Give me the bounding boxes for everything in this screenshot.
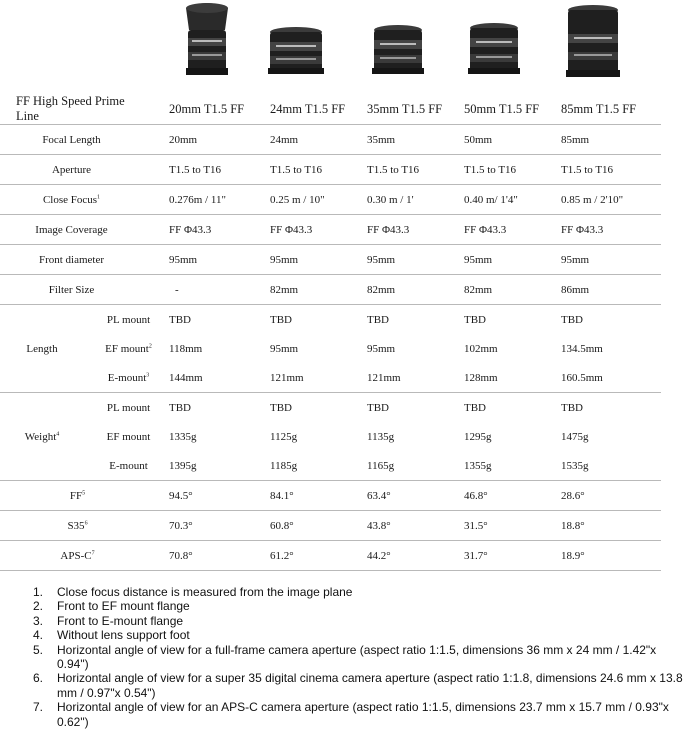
sub-label: EF mount bbox=[105, 342, 149, 355]
footnote-text: Without lens support foot bbox=[57, 628, 190, 643]
footnote-ref: 2 bbox=[148, 342, 152, 349]
sub-label-cell bbox=[84, 363, 163, 393]
table-row-front-diameter bbox=[0, 245, 661, 275]
footnote-item bbox=[0, 643, 690, 672]
table-cell: 102mm bbox=[464, 342, 498, 355]
footnote-item bbox=[0, 585, 690, 599]
lens-50mm-icon bbox=[468, 0, 520, 80]
table-cell: FF Φ43.3 bbox=[264, 215, 361, 245]
table-cell: FF Φ43.3 bbox=[458, 215, 555, 245]
table-row-filter-size bbox=[0, 275, 661, 305]
footnote-item bbox=[0, 700, 690, 729]
col-header: 50mm T1.5 FF bbox=[458, 94, 555, 125]
footnote-number: 1. bbox=[33, 585, 44, 599]
table-cell: 95mm bbox=[555, 245, 661, 275]
footnote-text: Horizontal angle of view for a full-frame camera aperture (aspect ratio 1:1.5, dimensions 36 mm x 24 mm / 1.42"x 0.94") bbox=[57, 642, 657, 672]
table-cell: 20mm bbox=[163, 125, 264, 155]
footnote-ref: 3 bbox=[146, 371, 150, 378]
table-row-length-ef bbox=[0, 334, 661, 363]
table-cell: T1.5 to T16 bbox=[555, 155, 661, 185]
table-cell: 85mm bbox=[555, 125, 661, 155]
table-cell: FF Φ43.3 bbox=[361, 215, 458, 245]
table-cell: 35mm bbox=[361, 125, 458, 155]
table-row-weight-ef bbox=[0, 422, 661, 451]
sub-label: E-mount bbox=[107, 371, 147, 384]
table-row-angle-s35 bbox=[0, 511, 661, 541]
table-row-length-pl bbox=[0, 305, 661, 335]
group-label-weight-cell bbox=[0, 393, 84, 481]
table-cell: 61.2° bbox=[264, 541, 361, 571]
lens-20mm-icon bbox=[182, 0, 232, 80]
table-cell: 144mm bbox=[163, 363, 264, 393]
table-cell: 1355g bbox=[458, 451, 555, 481]
footnote-number: 4. bbox=[33, 628, 44, 643]
table-cell: 95mm bbox=[264, 245, 361, 275]
row-label: Image Coverage bbox=[0, 215, 163, 245]
table-cell: 50mm bbox=[458, 125, 555, 155]
row-label-cell bbox=[0, 511, 163, 541]
table-cell: 70.8° bbox=[163, 541, 264, 571]
table-row-weight-pl bbox=[0, 393, 661, 423]
table-cell: 18.8° bbox=[555, 511, 661, 541]
table-row-close-focus bbox=[0, 185, 661, 215]
table-cell: 0.25 m / 10" bbox=[264, 185, 361, 215]
table-cell: 60.8° bbox=[264, 511, 361, 541]
table-row-aperture bbox=[0, 155, 661, 185]
table-cell: 1295g bbox=[464, 430, 492, 443]
row-label: S35 bbox=[67, 519, 85, 532]
col-header: 35mm T1.5 FF bbox=[361, 94, 458, 125]
footnote-item bbox=[0, 614, 690, 628]
table-cell: 86mm bbox=[555, 275, 661, 305]
table-cell: FF Φ43.3 bbox=[163, 215, 264, 245]
sub-label: PL mount bbox=[106, 401, 151, 414]
sub-label: EF mount bbox=[106, 430, 151, 443]
footnote-text: Front to EF mount flange bbox=[57, 599, 190, 614]
table-cell: 95mm bbox=[270, 342, 299, 355]
table-row-image-coverage bbox=[0, 215, 661, 245]
footnote-item bbox=[0, 628, 690, 642]
table-cell: 95mm bbox=[163, 245, 264, 275]
table-cell: 0.276m / 11" bbox=[163, 185, 264, 215]
table-cell: 160.5mm bbox=[555, 363, 661, 393]
footnote-ref: 4 bbox=[56, 430, 60, 437]
lens-image-row bbox=[0, 0, 697, 90]
table-cell: TBD bbox=[464, 313, 486, 326]
table-title: FF High Speed Prime Line bbox=[0, 94, 163, 125]
footnote-number: 6. bbox=[33, 671, 44, 686]
row-label-cell bbox=[0, 481, 163, 511]
table-cell: 95mm bbox=[361, 245, 458, 275]
footnote-ref: 7 bbox=[91, 549, 95, 556]
sub-label: PL mount bbox=[106, 313, 151, 326]
table-cell: 24mm bbox=[264, 125, 361, 155]
footnote-text: Horizontal angle of view for a super 35 digital cinema camera aperture (aspect ratio 1:1.8, dimensions 24.6 mm x 13.8 mm / 0.97"x 0.54") bbox=[57, 671, 683, 700]
col-header: 85mm T1.5 FF bbox=[555, 94, 661, 125]
table-cell: 94.5° bbox=[163, 481, 264, 511]
table-cell: TBD bbox=[169, 313, 191, 326]
row-label: Filter Size bbox=[0, 275, 163, 305]
table-cell: 31.5° bbox=[458, 511, 555, 541]
table-cell: TBD bbox=[367, 401, 389, 414]
table-cell: 1185g bbox=[264, 451, 361, 481]
table-cell: TBD bbox=[561, 401, 583, 414]
footnote-ref: 5 bbox=[82, 489, 86, 496]
footnote-text: Close focus distance is measured from the image plane bbox=[57, 585, 353, 599]
table-cell: T1.5 to T16 bbox=[264, 155, 361, 185]
table-cell: T1.5 to T16 bbox=[458, 155, 555, 185]
table-cell: 1475g bbox=[561, 430, 589, 443]
table-row-weight-e bbox=[0, 451, 661, 481]
footnote-number: 3. bbox=[33, 613, 44, 628]
footnote-number: 7. bbox=[33, 700, 44, 715]
table-cell: 43.8° bbox=[361, 511, 458, 541]
table-header-row bbox=[0, 94, 661, 125]
table-row-length-e bbox=[0, 363, 661, 393]
row-label: APS-C bbox=[60, 549, 92, 562]
footnote-text: Horizontal angle of view for an APS-C camera aperture (aspect ratio 1:1.5, dimensions 23.7 mm x 15.7 mm / 0.93"x 0.62") bbox=[57, 700, 669, 729]
table-cell: 1165g bbox=[361, 451, 458, 481]
table-cell: 128mm bbox=[458, 363, 555, 393]
footnote-item bbox=[0, 599, 690, 613]
row-label: Focal Length bbox=[0, 125, 163, 155]
table-cell: 1395g bbox=[163, 451, 264, 481]
lens-85mm-icon bbox=[566, 0, 620, 84]
col-header: 20mm T1.5 FF bbox=[163, 94, 264, 125]
table-cell: 0.30 m / 1' bbox=[361, 185, 458, 215]
table-cell: 84.1° bbox=[264, 481, 361, 511]
row-label: FF bbox=[69, 489, 83, 502]
row-label-cell bbox=[0, 185, 163, 215]
table-cell: 18.9° bbox=[555, 541, 661, 571]
footnote-text: Front to E-mount flange bbox=[57, 613, 184, 628]
footnote-ref: 6 bbox=[84, 519, 88, 526]
table-cell: 121mm bbox=[264, 363, 361, 393]
footnote-number: 5. bbox=[33, 642, 44, 657]
sub-label-cell bbox=[84, 334, 163, 363]
sub-label: E-mount bbox=[84, 451, 163, 481]
table-cell: 95mm bbox=[367, 342, 396, 355]
table-cell: 63.4° bbox=[361, 481, 458, 511]
row-label: Front diameter bbox=[0, 245, 163, 275]
footnote-ref: 1 bbox=[97, 193, 101, 200]
table-cell: 0.40 m/ 1'4" bbox=[458, 185, 555, 215]
table-cell: 46.8° bbox=[458, 481, 555, 511]
table-cell: 118mm bbox=[169, 342, 203, 355]
table-row-angle-apsc bbox=[0, 541, 661, 571]
table-row-focal-length bbox=[0, 125, 661, 155]
table-cell: TBD bbox=[169, 401, 191, 414]
table-cell: 28.6° bbox=[555, 481, 661, 511]
table-cell: TBD bbox=[270, 313, 292, 326]
table-cell: 0.85 m / 2'10" bbox=[555, 185, 661, 215]
table-cell: 82mm bbox=[264, 275, 361, 305]
table-cell: - bbox=[163, 275, 264, 305]
row-label: Aperture bbox=[0, 155, 163, 185]
table-cell: 70.3° bbox=[163, 511, 264, 541]
table-cell: 31.7° bbox=[458, 541, 555, 571]
footnote-item bbox=[0, 671, 690, 700]
table-row-angle-ff bbox=[0, 481, 661, 511]
table-cell: 1125g bbox=[270, 430, 298, 443]
table-cell: 121mm bbox=[361, 363, 458, 393]
table-cell: 1535g bbox=[555, 451, 661, 481]
group-label-length: Length bbox=[0, 305, 84, 393]
lens-35mm-icon bbox=[372, 0, 424, 80]
table-cell: 44.2° bbox=[361, 541, 458, 571]
table-cell: 82mm bbox=[361, 275, 458, 305]
footnote-number: 2. bbox=[33, 599, 44, 614]
table-cell: TBD bbox=[367, 313, 389, 326]
table-cell: 82mm bbox=[458, 275, 555, 305]
table-cell: 1335g bbox=[169, 430, 197, 443]
table-cell: TBD bbox=[270, 401, 292, 414]
table-cell: T1.5 to T16 bbox=[163, 155, 264, 185]
table-cell: TBD bbox=[464, 401, 486, 414]
lens-24mm-icon bbox=[268, 0, 324, 80]
group-label-weight: Weight bbox=[24, 430, 57, 443]
table-cell: FF Φ43.3 bbox=[555, 215, 661, 245]
row-label: Close Focus bbox=[42, 193, 98, 206]
footnotes bbox=[0, 585, 690, 729]
row-label-cell bbox=[0, 541, 163, 571]
table-cell: TBD bbox=[561, 313, 583, 326]
table-cell: 134.5mm bbox=[561, 342, 603, 355]
table-cell: T1.5 to T16 bbox=[361, 155, 458, 185]
table-cell: 1135g bbox=[367, 430, 395, 443]
table-cell: 95mm bbox=[458, 245, 555, 275]
col-header: 24mm T1.5 FF bbox=[264, 94, 361, 125]
spec-table bbox=[0, 94, 661, 571]
